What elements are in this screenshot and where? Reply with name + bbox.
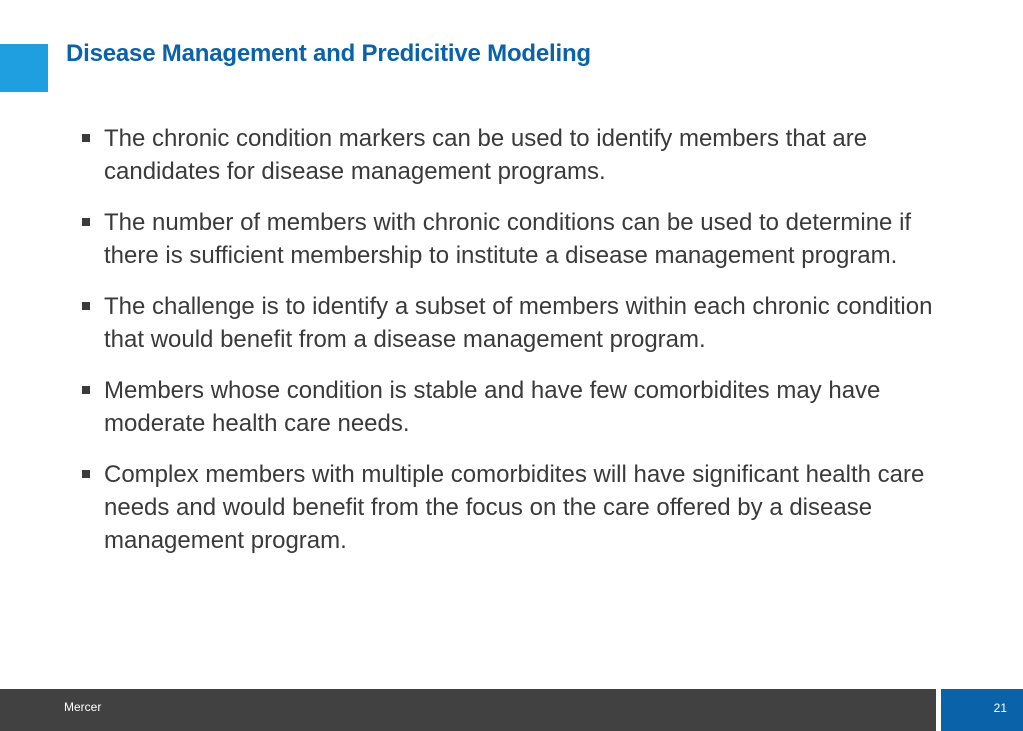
bullet-text-3: The challenge is to identify a subset of members within each chronic condition that would benefit from a disease management program. [104,293,933,353]
square-bullet-icon [82,386,90,394]
bullet-list [82,122,962,575]
slide-title: Disease Management and Predicitive Modeling [66,40,591,67]
page-number-box [941,689,1023,731]
bullet-text-4: Members whose condition is stable and have few comorbidites may have moderate health care needs. [104,377,881,437]
bullet-item-3 [82,290,962,356]
bullet-text-1: The chronic condition markers can be used to identify members that are candidates for disease management programs. [104,125,868,185]
square-bullet-icon [82,470,90,478]
square-bullet-icon [82,218,90,226]
page-number: 21 [993,701,1007,715]
bullet-item-4 [82,374,962,440]
square-bullet-icon [82,302,90,310]
bullet-item-5 [82,458,962,557]
footer-bar [0,689,936,731]
bullet-text-2: The number of members with chronic conditions can be used to determine if there is sufficient membership to institute a disease management program. [104,209,912,269]
bullet-item-1 [82,122,962,188]
footer-brand: Mercer [64,700,102,714]
accent-block [0,44,48,92]
bullet-text-5: Complex members with multiple comorbidites will have significant health care needs and would benefit from the focus on the care offered by a disease management program. [104,461,925,554]
square-bullet-icon [82,134,90,142]
bullet-item-2 [82,206,962,272]
